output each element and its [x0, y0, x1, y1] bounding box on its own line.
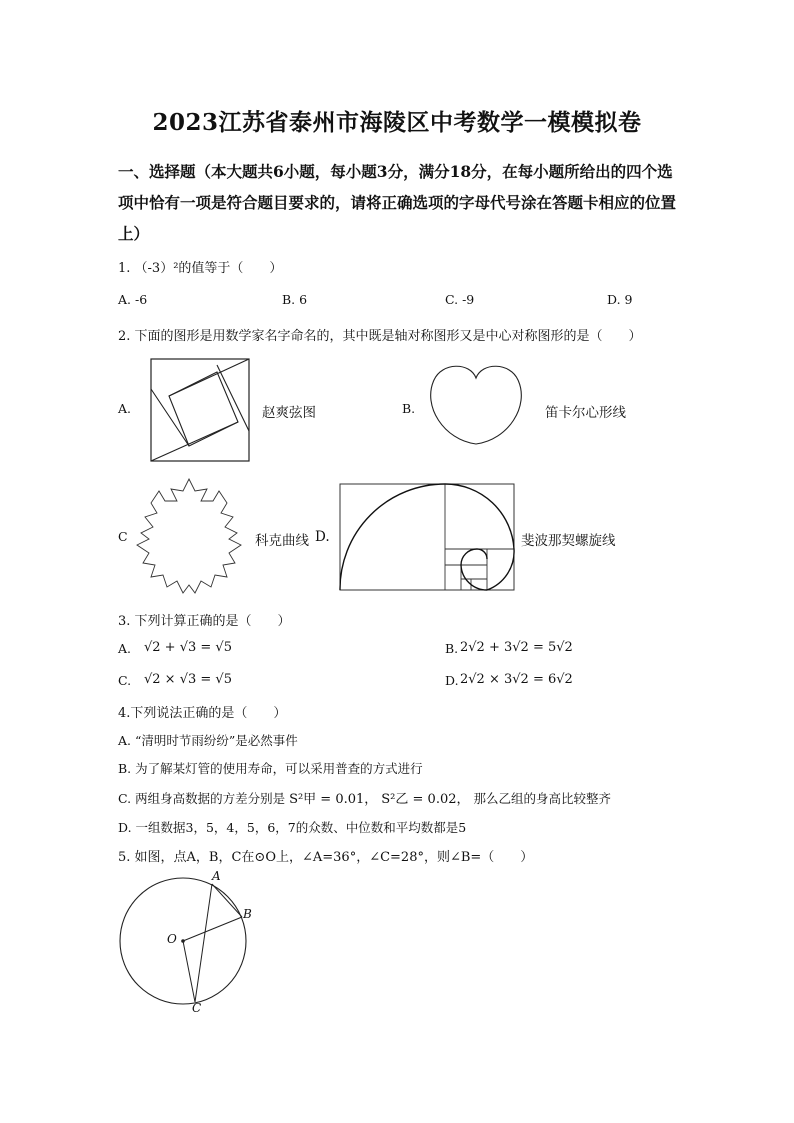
point-a-label: A: [212, 869, 221, 883]
q4-option-c: [118, 788, 611, 807]
question-3-stem: 3. 下列计算正确的是（ ）: [118, 614, 291, 629]
q1-option-d: D. 9: [607, 292, 633, 307]
question-5-stem: 5. 如图，点A，B，C在⊙O上，∠A=36°，∠C=28°，则∠B=（ ）: [118, 850, 534, 865]
q4-option-d: D. 一组数据3，5，4，5，6，7的众数、中位数和平均数都是5: [118, 820, 467, 835]
fibonacci-spiral-figure: [339, 483, 515, 591]
section-heading: 一、选择题（本大题共6小题，每小题3分，满分18分，在每小题所给出的四个选项中恰有一项是符合题目要求的，请将正确选项的字母代号涂在答题卡相应的位置上）: [118, 162, 677, 243]
koch-snowflake-figure: [133, 477, 245, 601]
q3-option-d-expr: 2√2 × 3√2 = 6√2: [460, 672, 573, 687]
q2-option-d-name: 斐波那契螺旋线: [521, 533, 616, 549]
q4-option-c-prefix: C. 两组身高数据的方差分别是: [118, 791, 286, 806]
q2-option-d-letter: D.: [315, 529, 330, 545]
circle-geometry-figure: [118, 870, 268, 1020]
q1-option-a: A. -6: [118, 292, 148, 307]
q4-option-c-suffix: 那么乙组的身高比较整齐: [473, 791, 612, 806]
q4-variance-b: S²乙 = 0.02，: [381, 792, 470, 807]
point-o-label: O: [167, 932, 177, 946]
q3-option-b-expr: 2√2 + 3√2 = 5√2: [460, 640, 573, 655]
question-4-stem: 4.下列说法正确的是（ ）: [118, 706, 287, 721]
q1-option-b: B. 6: [282, 292, 308, 307]
q3-option-b-letter: B.: [445, 641, 459, 656]
page-title: 2023江苏省泰州市海陵区中考数学一模模拟卷: [152, 109, 642, 136]
question-2-stem: 2. 下面的图形是用数学家名字命名的，其中既是轴对称图形又是中心对称图形的是（ ）: [118, 329, 642, 344]
q2-option-c-letter: C: [118, 529, 128, 544]
q2-option-b-name: 笛卡尔心形线: [545, 405, 626, 421]
point-b-label: B: [243, 907, 252, 921]
q3-option-c-expr: √2 × √3 = √5: [144, 672, 232, 687]
q4-variance-a: S²甲 = 0.01，: [289, 792, 378, 807]
q2-option-b-letter: B.: [402, 401, 416, 416]
q3-option-d-letter: D.: [445, 673, 459, 688]
q2-option-c-name: 科克曲线: [255, 533, 309, 549]
cardioid-figure: [426, 358, 526, 450]
q3-option-a-letter: A.: [118, 641, 132, 656]
q4-option-a: A. “清明时节雨纷纷”是必然事件: [118, 733, 298, 748]
q3-option-c-letter: C.: [118, 673, 132, 688]
q2-option-a-name: 赵爽弦图: [262, 405, 316, 421]
question-1-stem: 1. （-3）²的值等于（ ）: [118, 261, 283, 276]
q4-option-b: B. 为了解某灯管的使用寿命，可以采用普查的方式进行: [118, 761, 423, 776]
zhao-shuang-figure: [150, 358, 250, 462]
q1-option-c: C. -9: [445, 292, 475, 307]
q3-option-a-expr: √2 + √3 = √5: [144, 640, 232, 655]
point-c-label: C: [192, 1001, 202, 1015]
q2-option-a-letter: A.: [118, 401, 132, 416]
